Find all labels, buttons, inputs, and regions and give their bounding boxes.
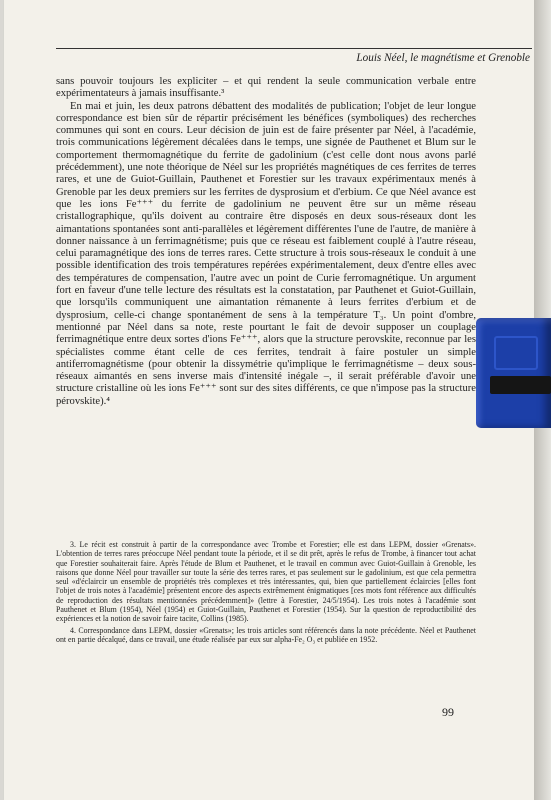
footnote: 3. Le récit est construit à partir de la correspondance avec Trombe et Forestier; elle est dans LEPM, dossier «Grenats». L'obtention de terres rares préoccupe Néel pendant toute la période, et il se dit prêt, après le refus de Trombe, à financer tout achat que Forestier souhaiterait faire. Après l'étude de Blum et Pauthenet, et le travail en commun avec Guiot-Guillain à Grenoble, les raisons que donne Néel pour travailler sur toute la série des terres rares, et pas seulement sur le gadolinium, est que cela permettra seul «d'éclaircir un ensemble de propriétés très complexes et très intéressantes, qui, bien que partiellement éclaircies [elles font l'objet de trois notes à l'académie] présentent encore des aspects extrêmement énigmatiques [ces mots font référence aux difficultés de reproduction des résultats mentionnées précédemment]» (lettre à Forestier, 24/5/1954). Les trois notes à l'académie sont Pauthenet et Blum (1954), Néel (1954) et Guiot-Guillain, Pauthenet et Forestier (1954). Sur la question de reproductibilité des expériences et la notion de savoir faire tacite, Collins (1985). (56, 540, 476, 624)
paragraph: En mai et juin, les deux patrons débattent des modalités de publication; l'objet de leur longue correspondance est bien sûr de répartir précisément les bénéfices (symboliques) des recherches communes qui sont en cours. Leur décision de juin est de faire présenter par Néel, à l'académie, trois communications légèrement décalées dans le temps, une signée de Pauthenet et Blum sur le comportement thermomagnétique du ferrite de gadolinium (c'est celle dont nous avons parlé précédemment), une note théorique de Néel sur les propriétés magnétiques de ces ferrites de terres rares, et une de Guiot-Guillain, Pauthenet et Forestier sur les travaux expérimentaux menés à Grenoble par les deux premiers sur les ferrites de dysprosium et d'erbium. Ce que Néel avance est que les ions Fe⁺⁺⁺ du ferrite de gadolinium ne peuvent être sur un même réseau cristallographique, qu'ils doivent au contraire être disposés en deux sous-réseaux dont les aimantations spontanées sont anti-parallèles et légèrement différentes l'une de l'autre, de manière à donner naissance à un ferrimagnétisme; puis que ce réseau est faiblement couplé à l'autre réseau, celui paramagnétique des ions de terres rares. Cette structure à trois sous-réseaux le conduit à une possible identification des trois températures repérées expérimentalement, deux d'entre elles avec des températures de compensation, l'autre avec un point de Curie ferromagnétique. Un argument fort en faveur d'une telle lecture des résultats est la constatation, par Pauthenet et Guiot-Guillain, que lorsqu'ils communiquent une aimantation rémanente à leurs ferrites d'erbium et de dysprosium, celle-ci change spontanément de sens à la température T₃. Un point d'ombre, mentionné par Néel dans sa note, reste pourtant le fait de devoir supposer un couplage ferrimagnétique entre deux sortes d'ions Fe⁺⁺⁺, alors que la structure perovskite, reconnue par les spécialistes comme étant celle de ces ferrites, tendrait à faire postuler un simple antiferromagnétisme (pour obtenir la dissymétrie qu'implique le ferrimagnétisme – deux sous-réseaux aimantés en sens inverse mais d'intensité inégale –, il serait préférable d'avoir une structure cristalline où les ions Fe⁺⁺⁺ sont sur des sites différents, ce que n'impose pas la structure pérovskite).⁴ (56, 100, 476, 407)
page-number: 99 (442, 705, 454, 719)
clip-arm (490, 376, 551, 394)
document-page (4, 0, 534, 800)
footnotes (56, 540, 476, 646)
footnote: 4. Correspondance dans LEPM, dossier «Grenats»; les trois articles sont référencés dans la note précédente. Néel et Pauthenet ont en partie décalqué, dans ce travail, une étude réalisée par eux sur alpha-Fe₂ O₃ et publiée en 1952. (56, 625, 476, 644)
paragraph: sans pouvoir toujours les expliciter – et qui rendent la seule communication verbale entre expérimentateurs à jamais insuffisante.³ (56, 76, 476, 100)
clip-slot (494, 336, 538, 370)
running-head: Louis Néel, le magnétisme et Grenoble (356, 52, 530, 64)
binder-clip (476, 318, 551, 428)
clip-body (476, 318, 551, 428)
body-text (56, 76, 476, 408)
header-rule (56, 48, 532, 49)
